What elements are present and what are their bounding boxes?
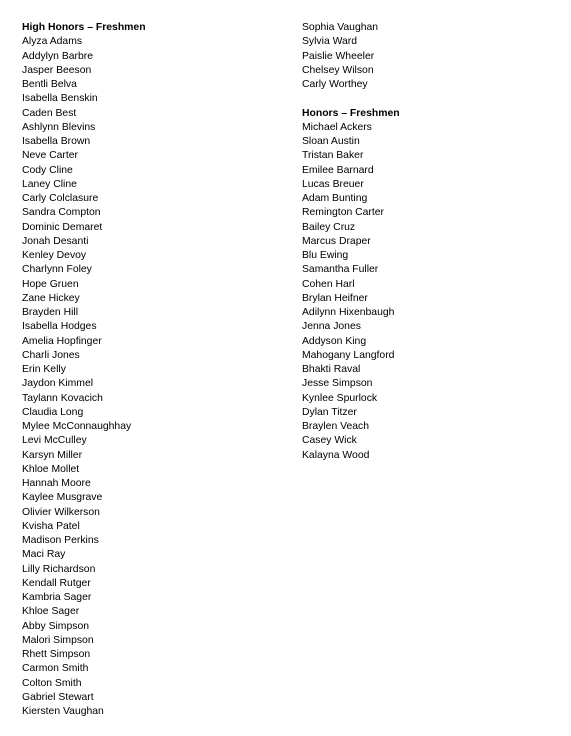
list-item: Kynlee Spurlock [302, 392, 378, 404]
list-item: Claudia Long [22, 406, 84, 418]
section-heading-high-honors: High Honors – Freshmen [22, 22, 146, 33]
list-item: Zane Hickey [22, 292, 80, 304]
list-item: Colton Smith [22, 677, 82, 689]
list-item: Jasper Beeson [22, 64, 92, 76]
list-item: Tristan Baker [302, 150, 364, 162]
list-item: Lucas Breuer [302, 178, 364, 190]
right-column [302, 21, 562, 463]
list-item: Sandra Compton [22, 207, 101, 219]
list-item: Dominic Demaret [22, 221, 103, 233]
list-item: Kenley Devoy [22, 250, 87, 261]
list-item: Jaydon Kimmel [22, 378, 94, 390]
list-item: Maci Ray [22, 549, 66, 561]
list-item: Charli Jones [22, 349, 80, 361]
list-item: Jonah Desanti [22, 235, 89, 247]
list-item: Bentli Belva [22, 79, 77, 90]
list-item: Carly Worthey [302, 79, 368, 90]
list-item: Dylan Titzer [302, 406, 357, 418]
list-item: Olivier Wilkerson [22, 506, 100, 518]
list-item: Kiersten Vaughan [22, 706, 104, 717]
list-item: Khloe Sager [22, 606, 80, 618]
list-item: Cody Cline [22, 164, 73, 176]
list-item: Hope Gruen [22, 278, 79, 290]
list-item: Carmon Smith [22, 663, 89, 675]
list-item: Jenna Jones [302, 321, 361, 333]
list-item: Michael Ackers [302, 121, 372, 133]
list-item: Laney Cline [22, 178, 77, 190]
list-item: Samantha Fuller [302, 264, 379, 276]
list-item: Adam Bunting [302, 193, 368, 204]
list-item: Levi McCulley [22, 435, 87, 447]
list-item: Bhakti Raval [302, 364, 361, 375]
list-item: Casey Wick [302, 435, 357, 447]
list-item: Ashlynn Blevins [22, 121, 96, 133]
list-item: Marcus Draper [302, 235, 371, 247]
list-item: Caden Best [22, 107, 77, 119]
list-item: Braylen Veach [302, 421, 370, 432]
list-item: Kambria Sager [22, 592, 92, 603]
list-item: Carly Colclasure [22, 193, 99, 204]
list-item: Chelsey Wilson [302, 64, 374, 76]
list-item: Abby Simpson [22, 620, 89, 632]
list-item: Isabella Benskin [22, 93, 98, 105]
list-item: Addyson King [302, 335, 367, 347]
list-item: Kaylee Musgrave [22, 492, 103, 504]
list-item: Brylan Heifner [302, 292, 368, 304]
list-item: Brayden Hill [22, 307, 79, 318]
list-item: Rhett Simpson [22, 649, 91, 660]
list-item: Mylee McConnaughhay [22, 421, 132, 432]
list-item: Addylyn Barbre [22, 50, 94, 62]
list-item: Remington Carter [302, 207, 385, 219]
list-item: Paislie Wheeler [302, 50, 375, 62]
list-item: Jesse Simpson [302, 378, 373, 390]
list-item: Sylvia Ward [302, 36, 358, 48]
list-item: Hannah Moore [22, 478, 91, 489]
list-item: Malori Simpson [22, 634, 94, 646]
list-item: Isabella Brown [22, 136, 91, 147]
list-item: Erin Kelly [22, 364, 66, 375]
list-item: Mahogany Langford [302, 349, 395, 361]
list-item: Charlynn Foley [22, 264, 92, 276]
list-item: Sophia Vaughan [302, 22, 379, 33]
list-item: Kalayna Wood [302, 449, 370, 461]
list-item: Blu Ewing [302, 250, 349, 261]
list-item: Gabriel Stewart [22, 691, 94, 703]
list-item: Cohen Harl [302, 278, 355, 290]
list-item: Karsyn Miller [22, 449, 83, 461]
list-item: Kvisha Patel [22, 520, 80, 532]
list-item: Neve Carter [22, 150, 79, 162]
list-item: Kendall Rutger [22, 577, 91, 589]
list-item: Adilynn Hixenbaugh [302, 307, 395, 318]
left-column [22, 21, 282, 719]
list-item: Isabella Hodges [22, 321, 97, 333]
list-item: Emilee Barnard [302, 164, 374, 176]
list-item: Taylann Kovacich [22, 392, 103, 404]
list-item: Amelia Hopfinger [22, 335, 102, 347]
list-item: Alyza Adams [22, 36, 83, 48]
list-item: Bailey Cruz [302, 221, 356, 233]
list-item: Madison Perkins [22, 535, 99, 546]
section-heading-honors: Honors – Freshmen [302, 107, 400, 119]
list-item: Khloe Mollet [22, 463, 80, 475]
list-item: Lilly Richardson [22, 563, 96, 575]
list-item: Sloan Austin [302, 136, 360, 147]
section-spacer [302, 92, 562, 106]
